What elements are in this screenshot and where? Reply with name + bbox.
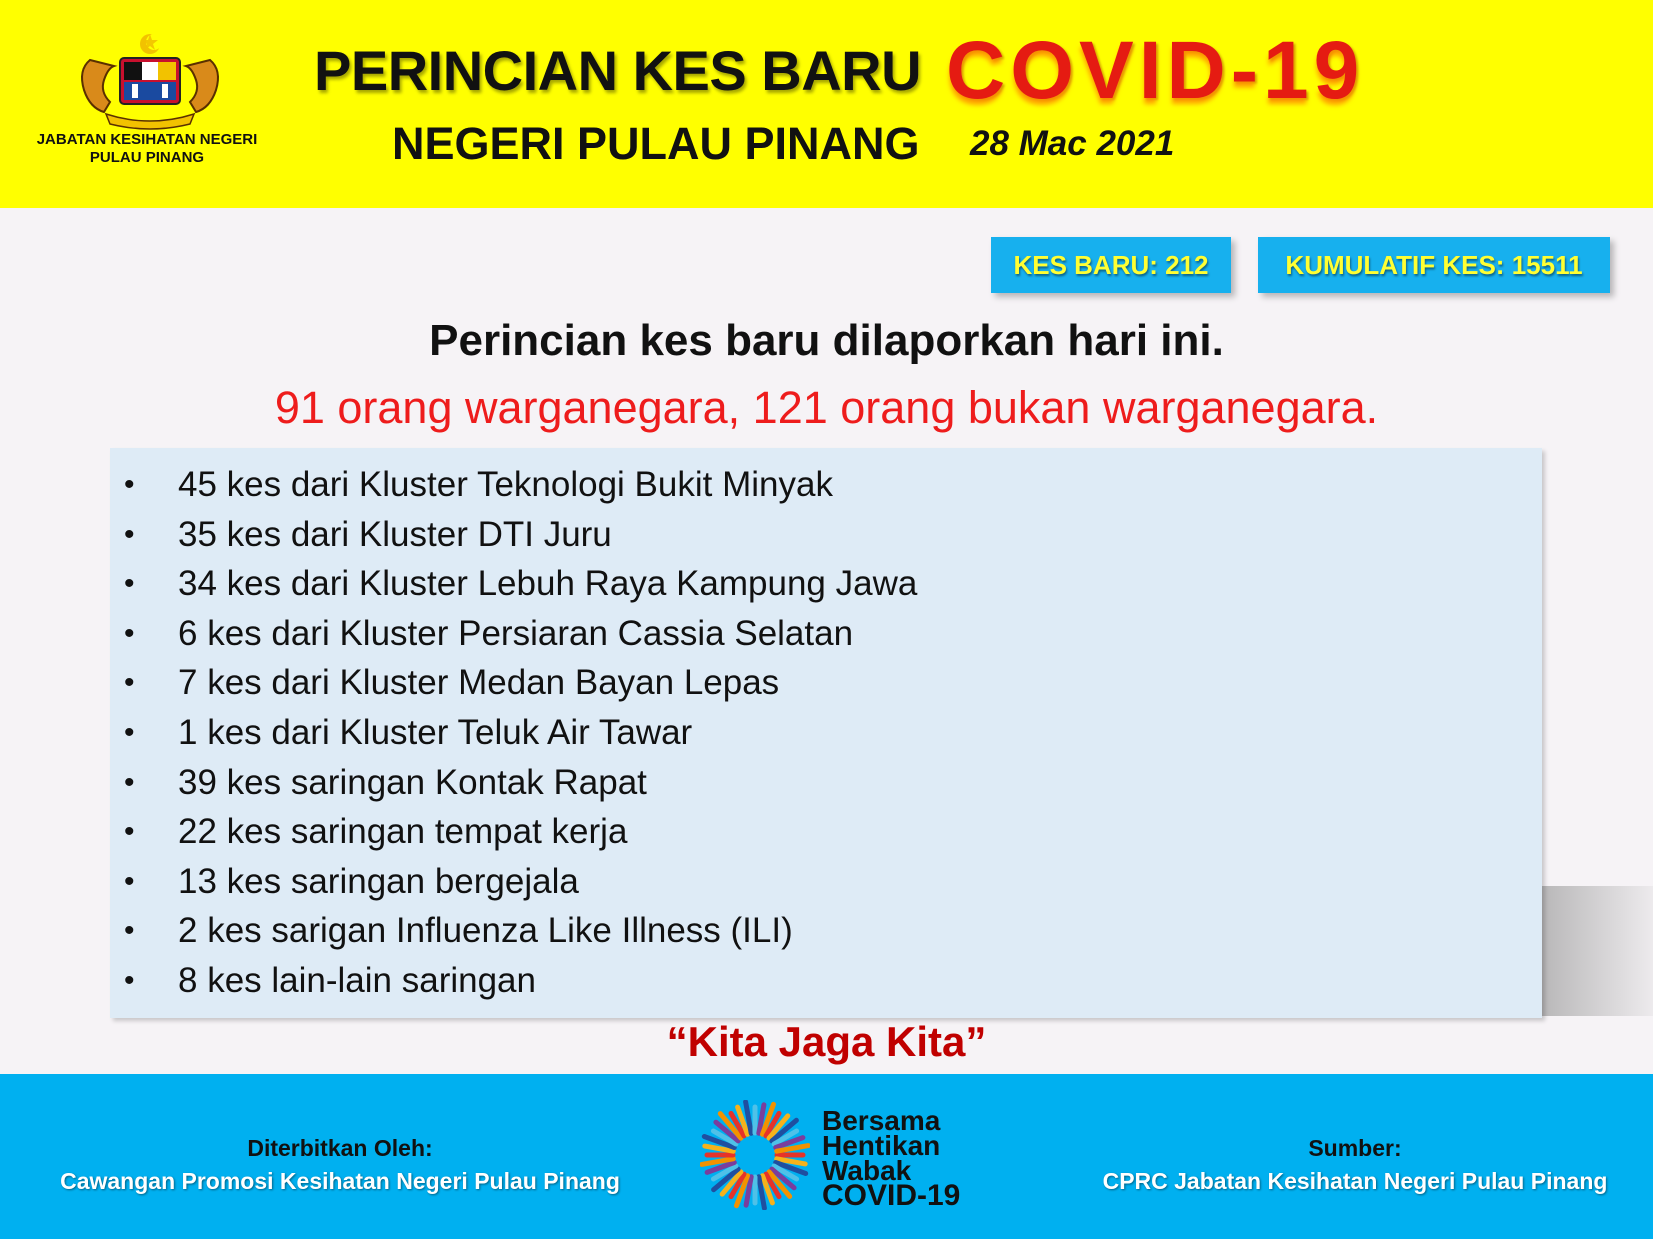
case-item: • 8 kes lain-lain saringan	[110, 956, 1542, 1006]
publisher-block	[40, 1132, 640, 1198]
department-line-2: PULAU PINANG	[89, 149, 205, 166]
panel-shadow	[1540, 886, 1653, 1016]
header-banner	[0, 0, 1653, 208]
campaign-logo-text	[822, 1105, 961, 1212]
case-item: • 45 kes dari Kluster Teknologi Bukit Minyak	[110, 460, 1542, 510]
case-breakdown-panel	[110, 448, 1542, 1018]
summary-title: Perincian kes baru dilaporkan hari ini.	[429, 316, 1224, 365]
case-item: • 22 kes saringan tempat kerja	[110, 807, 1542, 857]
campaign-line-1: Bersama	[822, 1105, 941, 1136]
report-date: 28 Mac 2021	[970, 124, 1175, 163]
covid-title: COVID-19	[946, 25, 1365, 116]
source-label: Sumber:	[1308, 1135, 1402, 1161]
cumulative-cases-badge: KUMULATIF KES: 15511	[1258, 237, 1610, 293]
case-item: • 39 kes saringan Kontak Rapat	[110, 758, 1542, 808]
case-item: • 2 kes sarigan Influenza Like Illness (ILI)	[110, 906, 1542, 956]
virus-burst-icon	[700, 1100, 810, 1210]
campaign-line-2: Hentikan	[822, 1130, 941, 1161]
department-line-1: JABATAN KESIHATAN NEGERI	[36, 131, 258, 148]
publisher-name: Cawangan Promosi Kesihatan Negeri Pulau Pinang	[60, 1168, 620, 1194]
footer-banner	[0, 1074, 1653, 1239]
source-block	[1090, 1132, 1620, 1198]
case-item: • 34 kes dari Kluster Lebuh Raya Kampung Jawa	[110, 559, 1542, 609]
case-item: • 13 kes saringan bergejala	[110, 857, 1542, 907]
page-title: PERINCIAN KES BARU	[314, 39, 922, 102]
campaign-line-4: COVID-19	[822, 1179, 961, 1212]
department-name	[22, 131, 272, 167]
case-item: • 35 kes dari Kluster DTI Juru	[110, 510, 1542, 560]
state-title: NEGERI PULAU PINANG	[392, 118, 920, 169]
publisher-label: Diterbitkan Oleh:	[247, 1135, 433, 1161]
slogan: “Kita Jaga Kita”	[666, 1018, 987, 1065]
case-item: • 7 kes dari Kluster Medan Bayan Lepas	[110, 658, 1542, 708]
case-list	[110, 460, 1542, 1006]
new-cases-badge: KES BARU: 212	[991, 237, 1231, 293]
campaign-line-3: Wabak	[822, 1155, 912, 1186]
source-name: CPRC Jabatan Kesihatan Negeri Pulau Pinang	[1102, 1168, 1608, 1194]
citizenship-breakdown: 91 orang warganegara, 121 orang bukan warganegara.	[274, 382, 1379, 433]
malaysia-coat-of-arms-icon	[70, 30, 230, 130]
case-item: • 6 kes dari Kluster Persiaran Cassia Selatan	[110, 609, 1542, 659]
case-item: • 1 kes dari Kluster Teluk Air Tawar	[110, 708, 1542, 758]
